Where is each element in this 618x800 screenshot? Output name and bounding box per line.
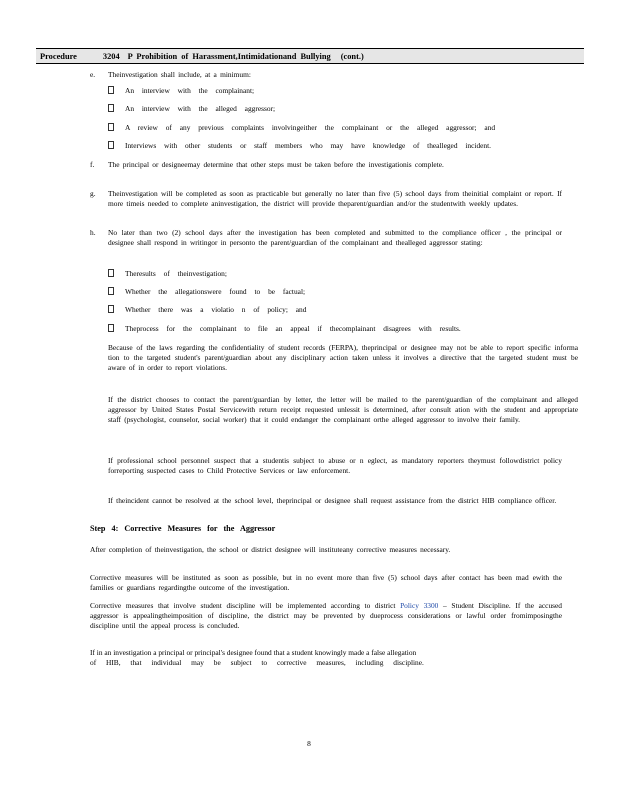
bullet-item: An interview with the alleged aggressor; — [108, 104, 275, 114]
bullet-item: Theresults of theinvestigation; — [108, 269, 227, 279]
bullet-box-icon — [108, 287, 114, 295]
bullet-item: Whether the allegationswere found to be factual; — [108, 287, 305, 297]
bullet-box-icon — [108, 324, 114, 332]
bullet-item: Whether there was a violatio n of policy; and — [108, 305, 306, 315]
bullet-box-icon — [108, 141, 114, 149]
procedure-header-bar — [36, 48, 584, 64]
page-number: 8 — [307, 739, 311, 748]
step-4-paragraph-1: After completion of theinvestigation, the school or district designee will institutеany corrective measures necessary. — [90, 545, 451, 554]
assistance-paragraph: If theincident cannot be resolved at the school level, theprincipal or designee shall request assistance from the district HIB compliance officer. — [108, 496, 557, 505]
continued-label: (cont.) — [340, 51, 364, 61]
item-h-text: No later than two (2) school days after the investigation has been completed and submitted to the compliance officer , the principal or designee shall respond in writingor in personto the parent/guardian of the complainant and thealleged aggressor stating: — [108, 228, 562, 247]
bullet-item: A review of any previous complaints involvingeither the complainant or the alleged aggressor; and — [108, 123, 495, 133]
step-4-paragraph-3: Corrective measures that involve student discipline will be implemented according to district Policy 3300 – Student Discipline. If the accused aggressor is appealingtheimposition of discipline, the district may be prevented by dueprocess considerations or lawful order fromimposingthe discipline until the appeal process is concluded. — [90, 601, 562, 630]
item-g-text: Theinvestigation will be completed as soon as practicable but generally no later than five (5) school days from theinitial complaint or report. If more timeis needed to complete aninvestigation, the district will provide theparent/guardian and/or the studentwith weekly updates. — [108, 189, 562, 208]
item-h-label: h. — [90, 228, 96, 237]
step-4-paragraph-4a: If in an investigation a principal or principal's designee found that a student knowingly made a false allegation — [90, 648, 417, 657]
letter-paragraph: If the district chooses to contact the parent/guardian by letter, the letter will be mailed to the parent/guardian of the complainant and alleged aggressor by United States Postal Servicewith return receipt requested unlessit is determined, after consult ation with the student and appropriate staff (psychologist, counselor, social worker) that it could endanger the complainant orthe alleged aggressor to involve their family. — [108, 395, 578, 424]
item-g-label: g. — [90, 189, 96, 198]
step-4-heading: Step 4: Corrective Measures for the Aggressor — [90, 524, 276, 533]
step-4-paragraph-2: Corrective measures will be instituted as soon as possible, but in no event more than five (5) school days after contact has been mad ewith the families or guardians regardingthe outcome of the investigation. — [90, 573, 562, 592]
bullet-item: Theprocess for the complainant to file an appeal if thecomplainant disagrees with results. — [108, 324, 461, 334]
step-4-paragraph-4b: of HIB, that individual may be subject to corrective measures, including discipline. — [90, 658, 424, 667]
bullet-box-icon — [108, 86, 114, 94]
bullet-item: An interview with the complainant; — [108, 86, 254, 96]
bullet-box-icon — [108, 305, 114, 313]
confidentiality-paragraph: Because of the laws regarding the confidentiality of student records (FERPA), theprincipal or designee may not be able to report specific informa tion to the targeted student's parent/guardian about any disciplinary action taken unless it involves a directive that the targeted student must be aware of in order to report violations. — [108, 343, 578, 372]
procedure-number: 3204 — [102, 51, 120, 61]
policy-3300-link[interactable]: Policy 3300 — [400, 601, 439, 610]
abuse-paragraph: If professional school personnel suspect that a studentis subject to abuse or n eglect, as mandatory reporters theymust followdistrict policy forreporting suspected cases to Child Protective Services or law enforcement. — [108, 456, 562, 475]
item-e-label: e. — [90, 70, 96, 79]
bullet-box-icon — [108, 123, 114, 131]
bullet-box-icon — [108, 269, 114, 277]
procedure-label: Procedure — [40, 51, 77, 61]
item-f-text: The principal or designeemay determine that other steps must be taken before the investigationis complete. — [108, 160, 444, 169]
procedure-title: P Prohibition of Harassment,Intimidationand Bullying — [127, 51, 331, 61]
bullet-item: Interviews with other students or staff members who may have knowledge of thealleged incident. — [108, 141, 491, 151]
item-f-label: f. — [90, 160, 95, 169]
bullet-box-icon — [108, 104, 114, 112]
item-e-text: Theinvestigation shall include, at a minimum: — [108, 70, 251, 79]
